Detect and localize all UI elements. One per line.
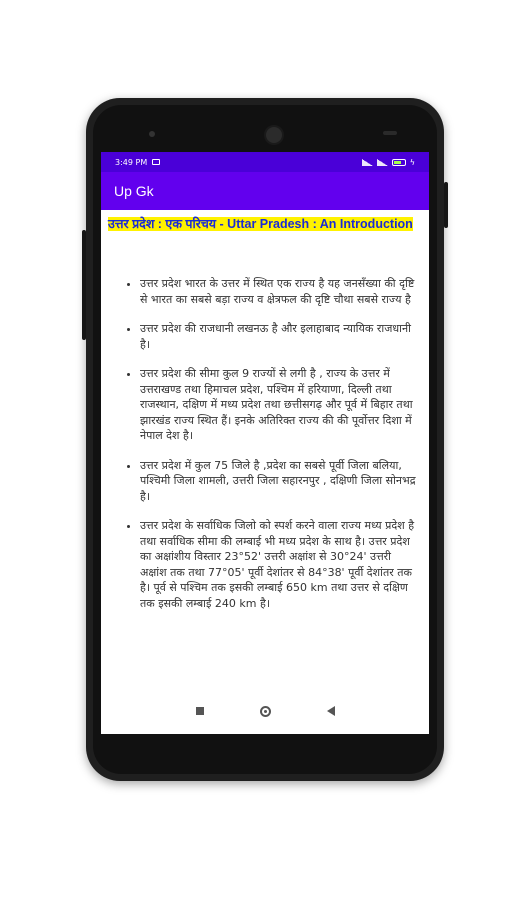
charging-icon: ϟ <box>409 157 415 167</box>
article-title-text: उत्तर प्रदेश : एक परिचय - Uttar Pradesh : An Introduction <box>108 217 413 231</box>
app-bar <box>101 172 429 210</box>
back-triangle-icon[interactable] <box>327 706 335 716</box>
sensor-icon <box>149 131 155 137</box>
recents-square-icon[interactable] <box>196 707 204 715</box>
list-item: • उत्तर प्रदेश भारत के उत्तर में स्थित एक राज्य है यह जनसँख्या की दृष्टि से भारत का सबसे बड़ा राज्य व क्षेत्रफल की दृष्टि चौथा सबसे राज्य है <box>140 276 422 307</box>
signal-icon <box>362 159 373 166</box>
battery-icon <box>392 159 406 166</box>
power-button <box>444 182 448 228</box>
article-title <box>108 216 422 232</box>
list-item: • उत्तर प्रदेश की राजधानी लखनऊ है और इलाहाबाद न्यायिक राजधानी है। <box>140 321 422 352</box>
list-item: • उत्तर प्रदेश के सर्वाधिक जिलो को स्पर्श करने वाला राज्य मध्य प्रदेश है तथा सर्वाधिक सीमा की लम्बाई भी मध्य प्रदेश के साथ है। उत्तर प्रदेश का अक्षांशीय विस्तार 23°52' उत्तरी अक्षांश से 30°24' उत्तरी अक्षांश तक तथा 77°05' पूर्वी देशांतर से 84°38' पूर्वी देशांतर तक है। पूर्व से पश्चिम तक इसकी लम्बाई 650 km तथा उत्तर से दक्षिण तक इसकी लम्बाई 240 km है। <box>140 518 422 611</box>
speaker-grill <box>383 131 397 135</box>
device-screen <box>101 152 429 734</box>
list-item: • उत्तर प्रदेश में कुल 75 जिले है ,प्रदेश का सबसे पूर्वी जिला बलिया, पश्चिमी जिला शामली, उत्तरी जिला सहारनपुर , दक्षिणी जिला सोनभद्र है। <box>140 458 422 505</box>
message-icon <box>152 159 160 165</box>
signal-icon <box>377 159 388 166</box>
list-item: • उत्तर प्रदेश की सीमा कुल 9 राज्यों से लगी है , राज्य के उत्तर में उत्तराखण्ड तथा हिमाचल प्रदेश, पश्चिम में हरियाणा, दिल्ली तथा राजस्थान, दक्षिण में मध्य प्रदेश तथा छत्तीसगढ़ और पूर्व में बिहार तथा झारखंड राज्य स्थित हैं। इनके अतिरिक्त राज्य की की पूर्वोत्तर दिशा में नेपाल देश है। <box>140 366 422 444</box>
status-time: 3:49 PM <box>115 157 148 167</box>
article-content[interactable] <box>101 210 429 611</box>
front-camera-icon <box>264 125 284 145</box>
article-points-list <box>108 276 422 611</box>
navigation-bar <box>101 688 429 734</box>
volume-button <box>82 230 86 340</box>
status-bar <box>101 152 429 172</box>
home-circle-icon[interactable] <box>260 706 271 717</box>
app-title: Up Gk <box>114 183 154 199</box>
